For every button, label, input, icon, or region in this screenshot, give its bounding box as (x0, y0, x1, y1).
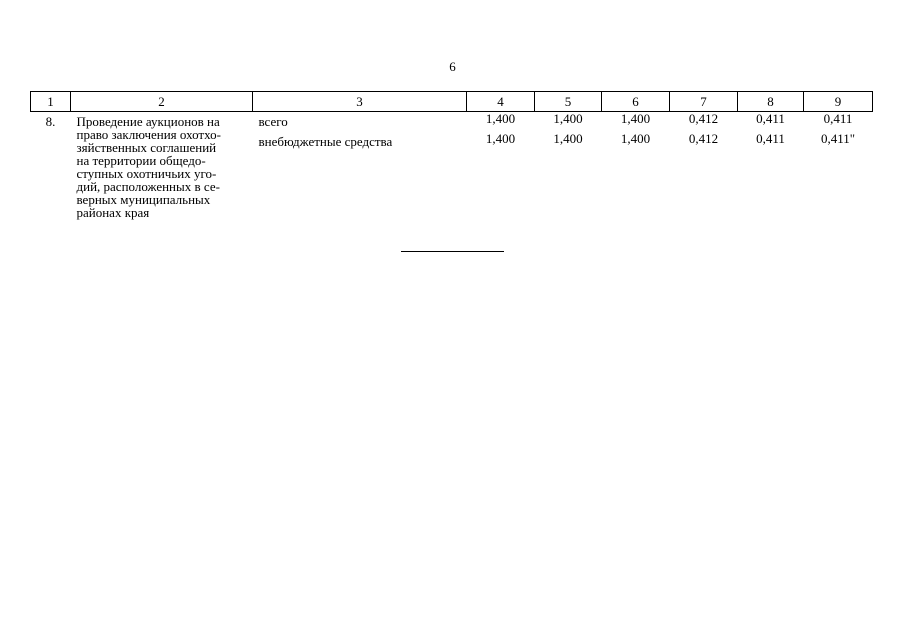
measure-name-line: верных муниципальных (76, 192, 211, 207)
column-header-4: 4 (467, 92, 535, 112)
page-number: 6 (449, 59, 456, 74)
column-header-8: 8 (738, 92, 804, 112)
value-cell: 0,411 (823, 111, 853, 126)
value-cell: 0,412 (688, 111, 719, 126)
measure-name-line: право заключения охотхо- (76, 127, 221, 142)
value-col-5 (535, 112, 602, 220)
column-header-5: 5 (535, 92, 602, 112)
value-cell: 0,412 (688, 131, 719, 146)
source-extrabudgetary: внебюджетные средства (258, 134, 393, 149)
measure-name (71, 112, 253, 220)
value-cell: 0,411 (756, 111, 785, 126)
value-col-7 (670, 112, 738, 220)
value-col-9 (804, 112, 873, 220)
measure-name-line: дий, расположенных в се- (76, 179, 220, 194)
column-header-3: 3 (253, 92, 467, 112)
value-col-6 (602, 112, 670, 220)
measure-name-line: зяйственных соглашений (76, 140, 217, 155)
column-header-2: 2 (71, 92, 253, 112)
column-header-6: 6 (602, 92, 670, 112)
measure-name-line: районах края (76, 205, 150, 220)
row-number: 8. (45, 114, 56, 129)
funding-sources (253, 112, 467, 220)
value-cell: 0,411" (820, 131, 856, 146)
value-cell: 0,411 (756, 131, 785, 146)
value-cell: 1,400 (553, 111, 583, 126)
funding-table (30, 91, 873, 219)
column-header-9: 9 (804, 92, 873, 112)
value-cell: 1,400 (485, 131, 516, 146)
source-total: всего (258, 114, 288, 129)
column-header-7: 7 (670, 92, 738, 112)
value-col-4 (467, 112, 535, 220)
end-divider (401, 251, 504, 252)
measure-name-line: Проведение аукционов на (76, 114, 220, 129)
value-col-8 (738, 112, 804, 220)
column-header-1: 1 (31, 92, 71, 112)
measure-name-line: на территории общедо- (76, 153, 206, 168)
table-row (31, 112, 873, 220)
value-cell: 1,400 (620, 131, 651, 146)
measure-name-line: ступных охотничьих уго- (76, 166, 217, 181)
value-cell: 1,400 (485, 111, 516, 126)
value-cell: 1,400 (620, 111, 651, 126)
value-cell: 1,400 (553, 131, 583, 146)
